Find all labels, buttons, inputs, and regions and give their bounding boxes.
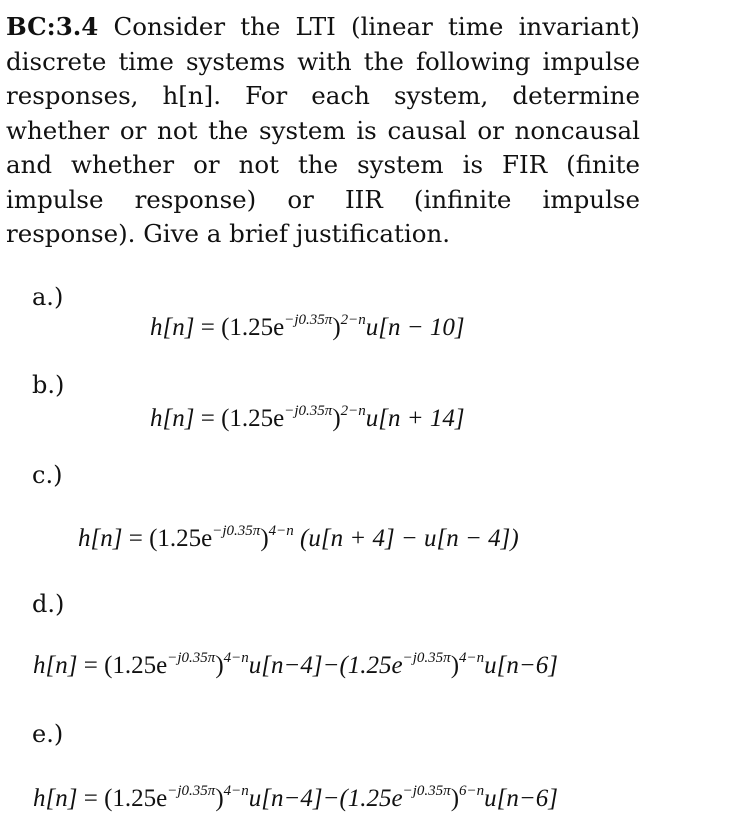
part-a-label: a.): [32, 283, 64, 311]
eq-base: (1.25e: [221, 405, 285, 432]
problem-text: Consider the LTI (linear time invariant) discrete time systems with the following impulse responses, h[n]. For each system, determine whether or not the system is causal or noncausal and whether or not the system is FIR (finite impulse response) or IIR (infinite impulse response). Give a brief justification.: [6, 12, 640, 248]
part-e-label: e.): [32, 720, 64, 748]
eq-exponent-2: −j0.35π: [402, 650, 451, 666]
eq-paren-2: ): [450, 652, 460, 679]
part-c-equation: $h[n] = (1.25e^{-j0.35\pi})^{4-n}$ (u[n + 4] − u[n − 4]): [78, 523, 519, 552]
eq-lhs: h[n]: [33, 652, 78, 679]
eq-exponent: −j0.35π: [167, 783, 216, 799]
eq-exponent: −j0.35π: [284, 403, 333, 419]
part-d-equation: $h[n] = (1.25e^{-j0.35\pi})^{4-n}u[n-4]-(1.25e^{-j0.35\pi})^{4-n}u[n-6]$: [33, 650, 558, 679]
eq-power-2: 6−n: [459, 783, 485, 799]
eq-step: u[n−4]−(1.25e: [248, 785, 403, 812]
part-c-label: c.): [32, 461, 63, 489]
eq-base: (1.25e: [104, 785, 168, 812]
part-e-equation: $h[n] = (1.25e^{-j0.35\pi})^{4-n}u[n-4]-(1.25e^{-j0.35\pi})^{6-n}u[n-6]$: [33, 783, 558, 812]
eq-step-2: u[n−6]: [484, 785, 558, 812]
eq-base: (1.25e: [149, 525, 213, 552]
eq-paren: ): [215, 652, 224, 679]
eq-paren-2: ): [450, 785, 460, 812]
part-b-equation: $h[n] = (1.25e^{-j0.35\pi})^{2-n}u[n + 14]$: [150, 403, 465, 432]
eq-lhs: h[n]: [150, 405, 195, 432]
part-d-label: d.): [32, 590, 65, 618]
eq-paren: ): [215, 785, 224, 812]
eq-step: u[n − 10]: [365, 314, 465, 341]
eq-step-2: u[n−6]: [484, 652, 558, 679]
eq-lhs: h[n]: [78, 525, 123, 552]
eq-power: 4−n: [223, 650, 249, 666]
eq-power-2: 4−n: [459, 650, 485, 666]
eq-step: u[n + 14]: [365, 405, 465, 432]
eq-step: (u[n + 4] − u[n − 4]): [293, 525, 519, 552]
eq-step: u[n−4]−(1.25e: [248, 652, 403, 679]
eq-exponent: −j0.35π: [167, 650, 216, 666]
eq-exponent: −j0.35π: [284, 312, 333, 328]
eq-exponent-2: −j0.35π: [402, 783, 451, 799]
eq-base: (1.25e: [104, 652, 168, 679]
eq-power: 4−n: [223, 783, 249, 799]
problem-id: BC:3.4: [6, 12, 99, 41]
eq-paren: ): [332, 405, 341, 432]
part-a-equation: $h[n] = (1.25e^{-j0.35\pi})^{2-n}u[n - 10]$: [150, 312, 465, 341]
eq-lhs: h[n]: [33, 785, 78, 812]
eq-power: 2−n: [340, 312, 366, 328]
eq-power: 2−n: [340, 403, 366, 419]
problem-statement: [6, 10, 640, 252]
eq-lhs: h[n]: [150, 314, 195, 341]
eq-exponent: −j0.35π: [212, 523, 261, 539]
eq-paren: ): [260, 525, 269, 552]
eq-base: (1.25e: [221, 314, 285, 341]
eq-paren: ): [332, 314, 341, 341]
part-b-label: b.): [32, 371, 65, 399]
eq-power: 4−n: [268, 523, 294, 539]
